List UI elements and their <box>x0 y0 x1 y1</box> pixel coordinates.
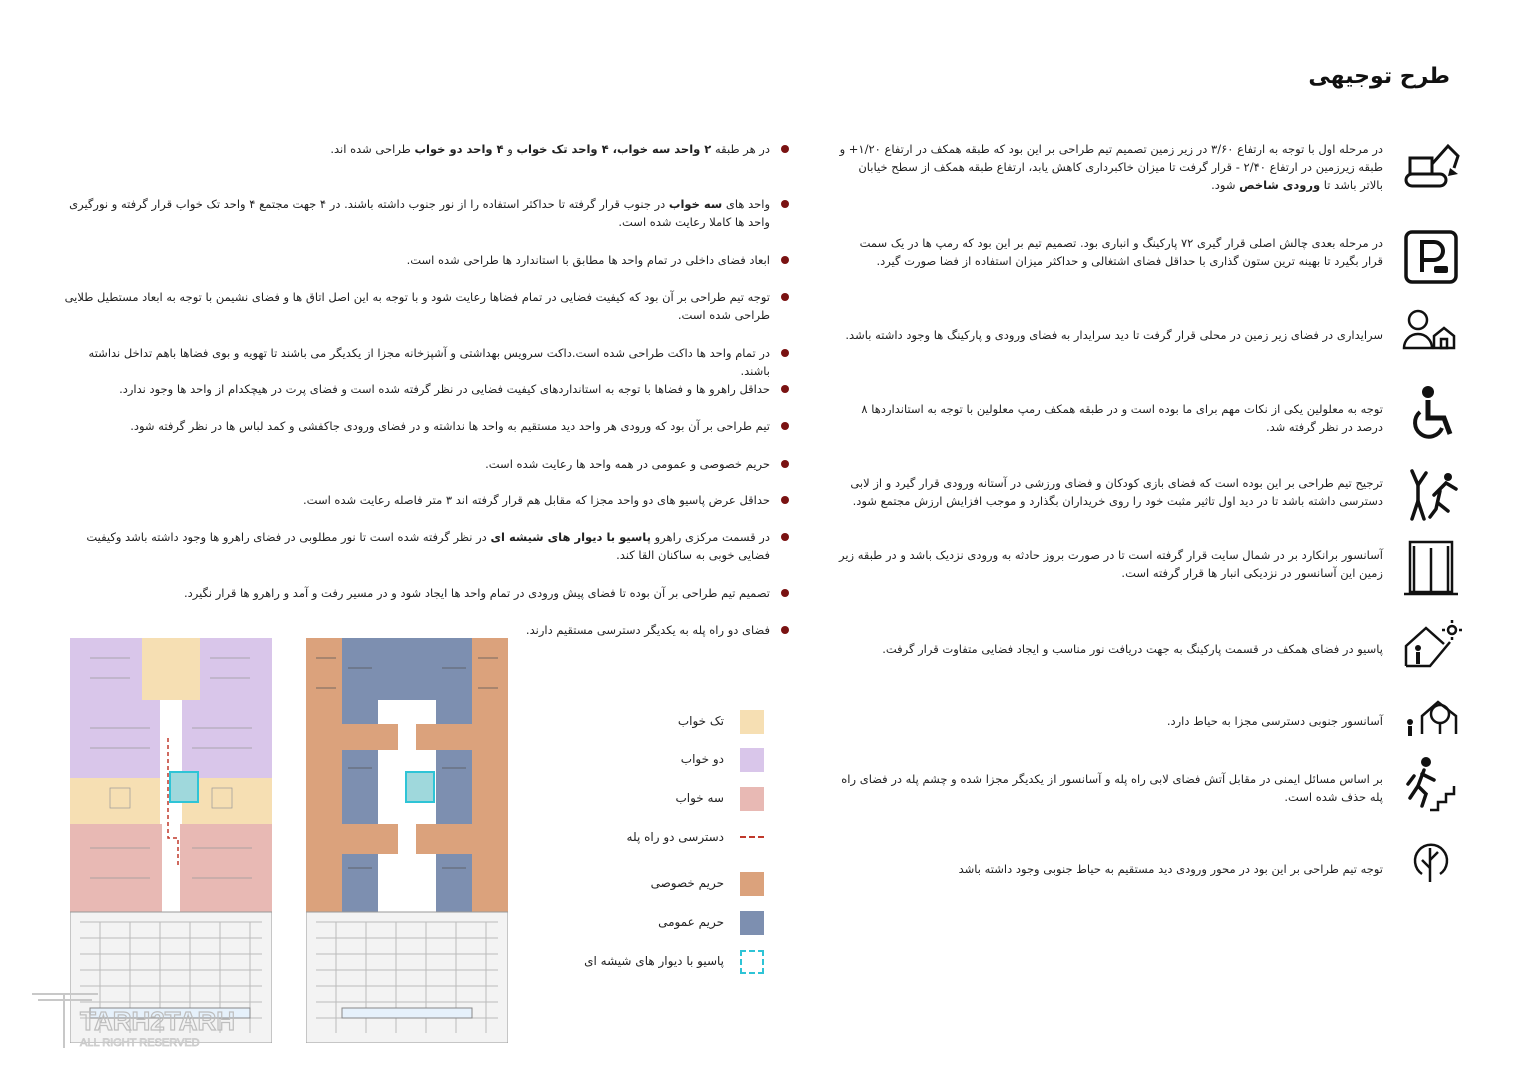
note-excavation <box>838 140 1383 194</box>
bullet-pre-entrance <box>60 584 792 602</box>
note-elevator <box>838 546 1383 582</box>
parking-icon <box>1400 226 1462 288</box>
concierge-house-icon <box>1400 304 1462 366</box>
note-bold: ورودی شاخص <box>1239 178 1321 192</box>
bullet-units-per-floor <box>60 140 792 158</box>
legend-swatch <box>740 710 764 734</box>
bullet-patio-width <box>60 491 792 509</box>
legend-label: دسترسی دو راه پله <box>626 830 724 844</box>
bullet-quality <box>60 288 792 324</box>
note-yard <box>838 712 1383 730</box>
bullet-corridors <box>60 380 792 398</box>
fire-escape-icon <box>1400 754 1462 816</box>
bullet-stairs <box>60 621 792 639</box>
floor-plan-unit-types <box>70 638 272 1043</box>
bullet-dot <box>781 533 789 541</box>
note-parking <box>838 234 1383 270</box>
bullet-text: در قسمت مرکزی راهرو <box>654 530 770 544</box>
bullet-text: تصمیم تیم طراحی بر آن بوده تا فضای پیش ورودی در تمام واحد ها ایجاد شود و در مسیر رفت و آمد و راهرو ها قرار نگیرد. <box>183 586 770 600</box>
legend-item-private <box>560 872 770 898</box>
note-text: ترجیح تیم طراحی بر این بوده است که فضای بازی کودکان و فضای ورزشی در آستانه ورودی قرار گیرد و از لابی دسترسی داشته باشد تا در دید اول تاثیر مثبت خود را روی خریداران بگذارد و موجب افزایش ارزش مجتمع شود. <box>850 476 1383 508</box>
bullet-text: حداقل عرض پاسیو های دو واحد مجزا که مقابل هم قرار گرفته اند ۳ متر فاصله رعایت شده است. <box>303 493 770 507</box>
floor-plan-privacy <box>306 638 508 1043</box>
legend-item-three-bed <box>560 787 770 813</box>
bullet-bold: ۲ واحد سه خواب، ۴ واحد تک خواب <box>516 142 712 156</box>
legend-swatch <box>740 787 764 811</box>
bullet-dot <box>781 256 789 264</box>
note-kids-play <box>838 474 1383 510</box>
bullet-bold: ۴ واحد دو خواب <box>414 142 504 156</box>
bullet-text: توجه تیم طراحی بر آن بود که کیفیت فضایی در تمام فضاها رعایت شود و با توجه به این اصل اتاق ها و فضای نشیمن با توجه به ابعاد مستطیل طلایی طراحی شده است. <box>64 290 770 322</box>
legend-item-two-bed <box>560 748 770 774</box>
note-text: توجه به معلولین یکی از نکات مهم برای ما بوده است و در طبقه همکف رمپ معلولین با توجه به استانداردها ۸ درصد در نظر گرفته شد. <box>861 402 1383 434</box>
bullet-text: تیم طراحی بر آن بود که ورودی هر واحد دید مستقیم به واحد ها نداشته و در فضای ورودی جاکفشی و کمد لباس ها در نظر گرفته شود. <box>130 419 770 433</box>
wheelchair-icon <box>1400 384 1462 446</box>
note-patio <box>838 640 1383 658</box>
note-text: در مرحله اول با توجه به ارتفاع ۳/۶۰ در زیر زمین تصمیم تیم طراحی بر این بود که طبقه همکف در ارتفاع ۱/۲۰+ و طبقه زیرزمین در ارتفاع ۲/۴۰ - قرار گرفت تا میزان خاکبرداری کاهش یابد، ارتفاع طبقه همکف از سطح خیابان بالاتر باشد تا <box>839 142 1383 192</box>
yard-tree-icon <box>1400 690 1462 752</box>
bullet-text: حریم خصوصی و عمومی در همه واحد ها رعایت شده است. <box>485 457 770 471</box>
legend-swatch <box>740 748 764 772</box>
legend-label: حریم خصوصی <box>650 876 724 890</box>
bullet-dot <box>781 349 789 357</box>
legend-item-one-bed <box>560 710 770 736</box>
note-text: توجه تیم طراحی بر این بود در محور ورودی دید مستقیم به حیاط جنوبی وجود داشته باشد <box>958 862 1383 876</box>
bullet-text: طراحی شده اند. <box>330 142 411 156</box>
legend-label: دو خواب <box>680 752 724 766</box>
elevator-icon <box>1400 536 1462 598</box>
legend-swatch <box>740 911 764 935</box>
tree-icon <box>1400 826 1462 888</box>
legend-swatch-dashbox <box>740 950 764 974</box>
note-text: سرایداری در فضای زیر زمین در محلی قرار گرفت تا دید سرایدار به فضای ورودی و پارکینگ ها وجود داشته باشد. <box>845 328 1383 342</box>
bullet-central-patio <box>60 528 792 564</box>
legend-item-stair-access <box>560 826 770 852</box>
legend-label: تک خواب <box>677 714 724 728</box>
bullet-text: ابعاد فضای داخلی در تمام واحد ها مطابق با استاندارد ها طراحی شده است. <box>406 253 770 267</box>
legend-label: حریم عمومی <box>658 915 724 929</box>
bullet-dot <box>781 385 789 393</box>
bullet-privacy <box>60 455 792 473</box>
bullet-bold: سه خواب <box>668 197 723 211</box>
watermark-logo <box>28 986 238 1052</box>
note-text: در مرحله بعدی چالش اصلی قرار گیری ۷۲ پارکینگ و انباری بود. تصمیم تیم بر این بود که رمپ ها در یک سمت قرار بگیرد تا بهینه ترین ستون گذاری با حداقل فضای اشتغالی و حداکثر میزان استفاده از فضا صورت گیرد. <box>859 236 1383 268</box>
kids-play-icon <box>1400 465 1462 527</box>
note-disabled <box>838 400 1383 436</box>
legend-item-glass-patio <box>560 950 770 976</box>
bullet-dot <box>781 145 789 153</box>
note-tail: شود. <box>1211 178 1236 192</box>
note-entrance-axis <box>838 860 1383 878</box>
bullet-text: فضای دو راه پله به یکدیگر دسترسی مستقیم دارند. <box>525 623 770 637</box>
bullet-dot <box>781 589 789 597</box>
bullet-text: حداقل راهرو ها و فضاها با توجه به استانداردهای کیفیت فضایی در نظر گرفته شده است و فضای پرت در هیچکدام از واحد ها وجود ندارد. <box>119 382 770 396</box>
note-text: بر اساس مسائل ایمنی در مقابل آتش فضای لابی راه پله و آسانسور از یکدیگر مجزا شده و چشم پله در فضای راه پله حذف شده است. <box>841 772 1383 804</box>
bullet-text: واحد های <box>725 197 770 211</box>
watermark-sub: ALL RIGHT RESERVED <box>80 1037 200 1049</box>
bullet-standards <box>60 251 792 269</box>
bullet-dot <box>781 496 789 504</box>
legend-swatch <box>740 872 764 896</box>
legend-item-public <box>560 911 770 937</box>
excavator-icon <box>1400 134 1462 196</box>
bullet-dot <box>781 200 789 208</box>
bullet-text: در تمام واحد ها داکت طراحی شده است.داکت سرویس بهداشتی و آشپزخانه مجزا از یکدیگر می باشند تا تهویه و بوی فضاها باهم تداخل نداشته باشند. <box>88 346 770 378</box>
bullet-text: در هر طبقه <box>714 142 770 156</box>
note-text: آسانسور جنوبی دسترسی مجزا به حیاط دارد. <box>1166 714 1383 728</box>
bullet-dot <box>781 293 789 301</box>
bullet-ducts <box>60 344 792 380</box>
watermark-brand: TARH2TARH <box>80 1006 236 1036</box>
legend-label: پاسیو با دیوار های شیشه ای <box>584 954 724 968</box>
bullet-text: و <box>507 142 513 156</box>
bullet-entrance-view <box>60 417 792 435</box>
note-text: آسانسور برانکارد بر در شمال سایت قرار گرفته است تا در صورت بروز حادثه به ورودی نزدیک باشد و در طبقه زیر زمین این آسانسور در نزدیکی انبار ها قرار گرفته است. <box>838 548 1383 580</box>
patio-sun-icon <box>1400 618 1462 680</box>
bullet-bold: پاسیو با دیوار های شیشه ای <box>490 530 651 544</box>
bullet-dot <box>781 460 789 468</box>
bullet-dot <box>781 422 789 430</box>
legend-swatch-dash <box>740 836 764 838</box>
legend-label: سه خواب <box>675 791 724 805</box>
bullet-text: در نظر گرفته شده است تا نور مطلوبی در فضای راهرو ها وجود داشته باشد وکیفیت فضایی خوبی به ساکنان القا کند. <box>86 530 770 562</box>
note-fire-safety <box>838 770 1383 806</box>
note-text: پاسیو در فضای همکف در قسمت پارکینگ به جهت دریافت نور مناسب و ایجاد فضایی متفاوت قرار گرفت. <box>882 642 1383 656</box>
bullet-text: در جنوب قرار گرفته تا حداکثر استفاده را از نور جنوب داشته باشند. در ۴ جهت مجتمع ۴ واحد تک خواب قرار گرفته و نورگیری واحد ها کاملا رعایت شده است. <box>69 197 770 229</box>
bullet-dot <box>781 626 789 634</box>
page-title: طرح توجیهی <box>1308 64 1450 89</box>
bullet-three-bed <box>60 195 792 231</box>
note-concierge <box>838 326 1383 344</box>
